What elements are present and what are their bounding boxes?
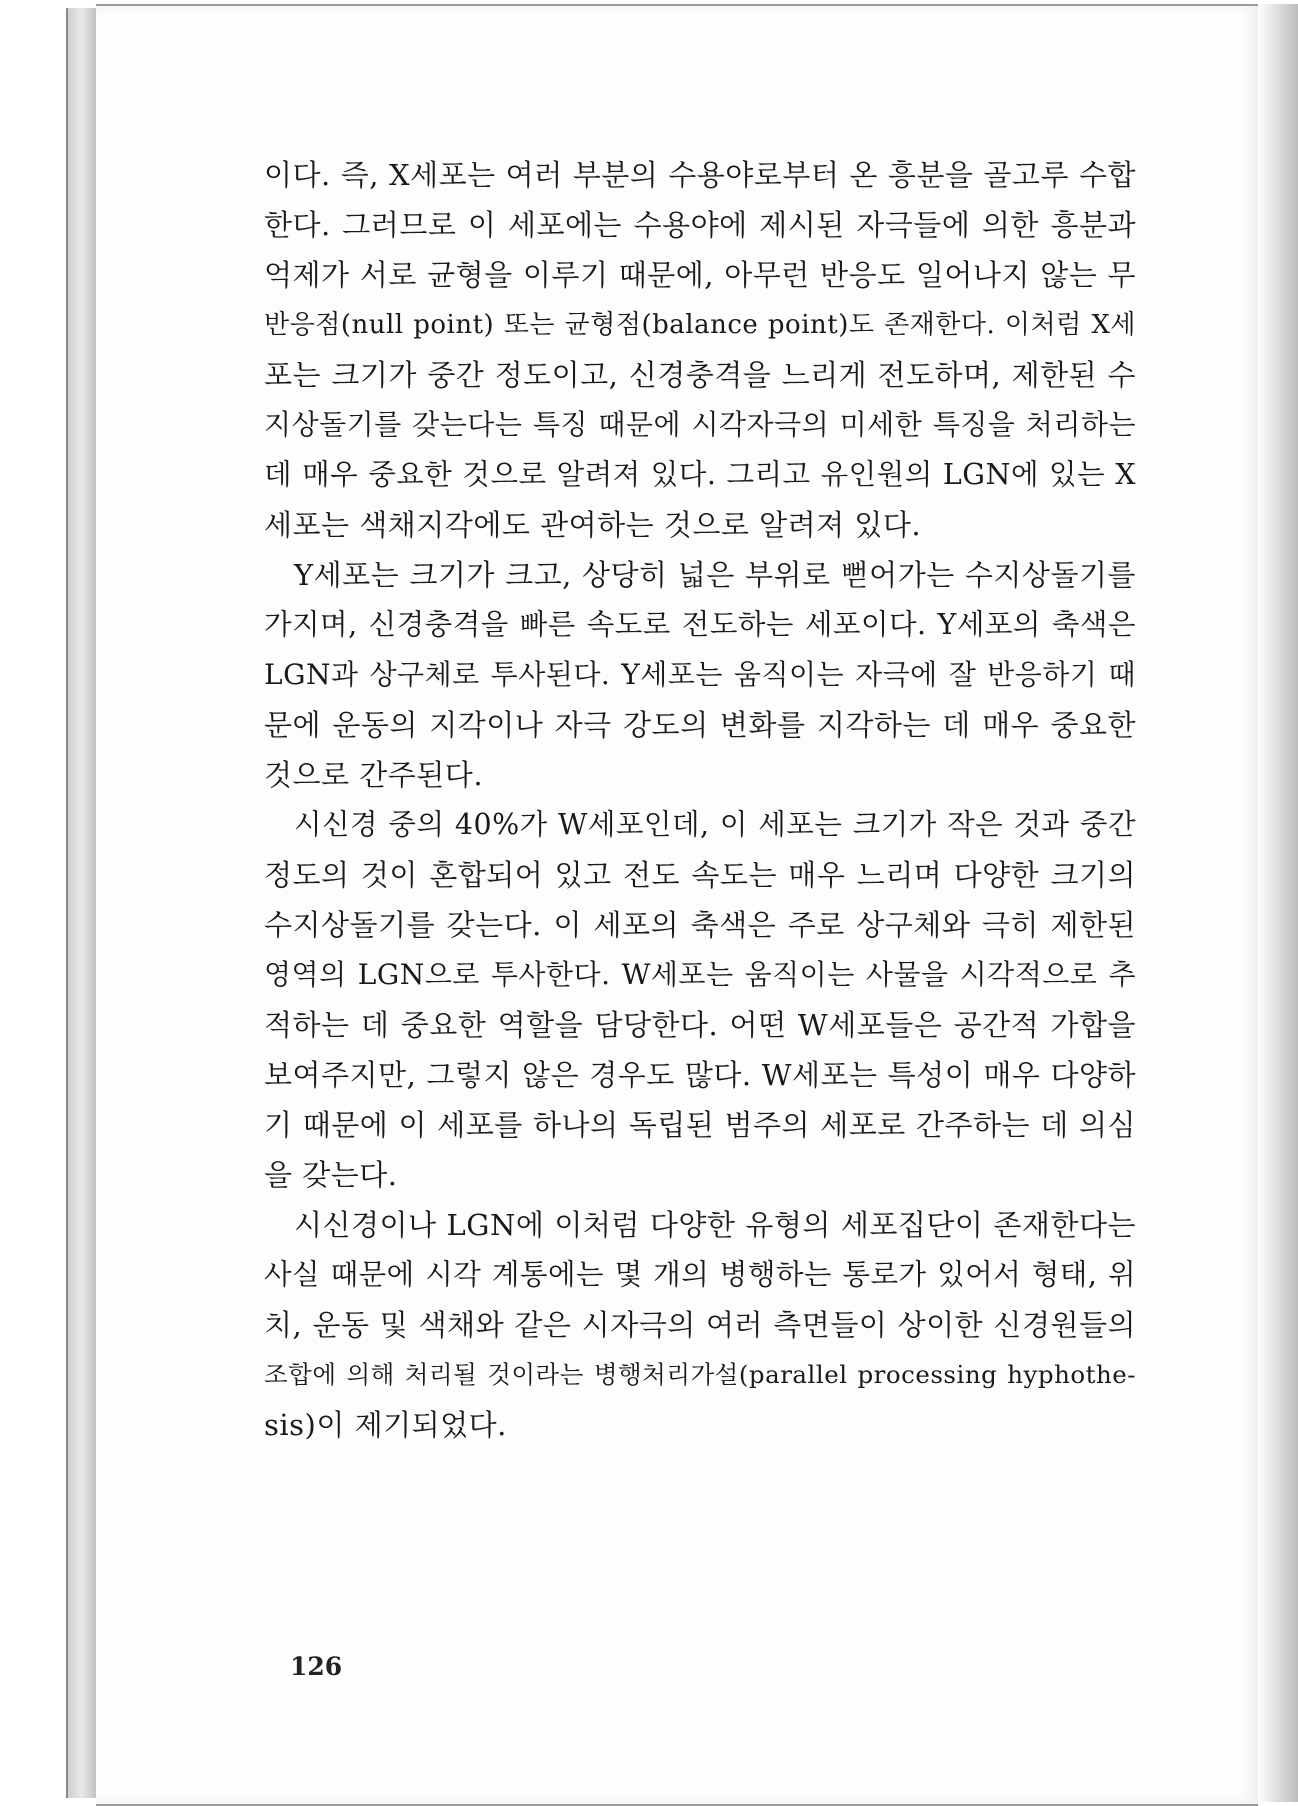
text-line: 보여주지만, 그렇지 않은 경우도 많다. W세포는 특성이 매우 다양하 xyxy=(264,1058,1136,1092)
book-spine-edge xyxy=(66,8,99,1798)
text-line: 시신경 중의 40%가 W세포인데, 이 세포는 크기가 작은 것과 중간 xyxy=(294,808,1136,841)
text-line: 가지며, 신경충격을 빠른 속도로 전도하는 세포이다. Y세포의 축색은 xyxy=(264,608,1136,641)
text-line: 기 때문에 이 세포를 하나의 독립된 범주의 세포로 간주하는 데 의심 xyxy=(264,1108,1136,1142)
page-shadow-edge xyxy=(1258,4,1298,1802)
text-line: 치, 운동 및 색채와 같은 시자극의 여러 측면들이 상이한 신경원들의 xyxy=(264,1308,1136,1342)
text-line: 사실 때문에 시각 계통에는 몇 개의 병행하는 통로가 있어서 형태, 위 xyxy=(264,1258,1136,1291)
text-line: 포는 크기가 중간 정도이고, 신경충격을 느리게 전도하며, 제한된 수 xyxy=(264,358,1136,392)
text-line: 억제가 서로 균형을 이루기 때문에, 아무런 반응도 일어나지 않는 무 xyxy=(264,258,1136,292)
text-line: LGN과 상구체로 투사된다. Y세포는 움직이는 자극에 잘 반응하기 때 xyxy=(264,658,1136,691)
text-line: 데 매우 중요한 것으로 알려져 있다. 그리고 유인원의 LGN에 있는 X xyxy=(264,458,1136,491)
text-line: 영역의 LGN으로 투사한다. W세포는 움직이는 사물을 시각적으로 추 xyxy=(264,958,1136,991)
text-line: 문에 운동의 지각이나 자극 강도의 변화를 지각하는 데 매우 중요한 xyxy=(264,708,1136,742)
text-line: 한다. 그러므로 이 세포에는 수용야에 제시된 자극들에 의한 흥분과 xyxy=(264,208,1136,242)
text-line: 세포는 색채지각에도 관여하는 것으로 알려져 있다. xyxy=(264,508,922,542)
text-line: 정도의 것이 혼합되어 있고 전도 속도는 매우 느리며 다양한 크기의 xyxy=(264,858,1136,892)
text-line: 적하는 데 중요한 역할을 담당한다. 어떤 W세포들은 공간적 가합을 xyxy=(264,1008,1136,1042)
text-line: 시신경이나 LGN에 이처럼 다양한 유형의 세포집단이 존재한다는 xyxy=(294,1208,1136,1242)
page-number: 126 xyxy=(290,1652,343,1681)
text-line: 수지상돌기를 갖는다. 이 세포의 축색은 주로 상구체와 극히 제한된 xyxy=(264,908,1136,942)
text-line: 을 갖는다. xyxy=(264,1158,398,1192)
text-line: 지상돌기를 갖는다는 특징 때문에 시각자극의 미세한 특징을 처리하는 xyxy=(264,408,1136,441)
text-line: sis)이 제기되었다. xyxy=(264,1408,507,1442)
text-line: 반응점(null point) 또는 균형점(balance point)도 존재한다. 이처럼 X세 xyxy=(264,310,1136,340)
body-text xyxy=(264,150,1136,1450)
text-line: 이다. 즉, X세포는 여러 부분의 수용야로부터 온 흥분을 골고루 수합 xyxy=(264,158,1136,192)
text-line: Y세포는 크기가 크고, 상당히 넓은 부위로 뻗어가는 수지상돌기를 xyxy=(294,558,1136,592)
text-line: 조합에 의해 처리될 것이라는 병행처리가설(parallel processing hyphothe- xyxy=(264,1360,1136,1389)
text-line: 것으로 간주된다. xyxy=(264,758,484,792)
